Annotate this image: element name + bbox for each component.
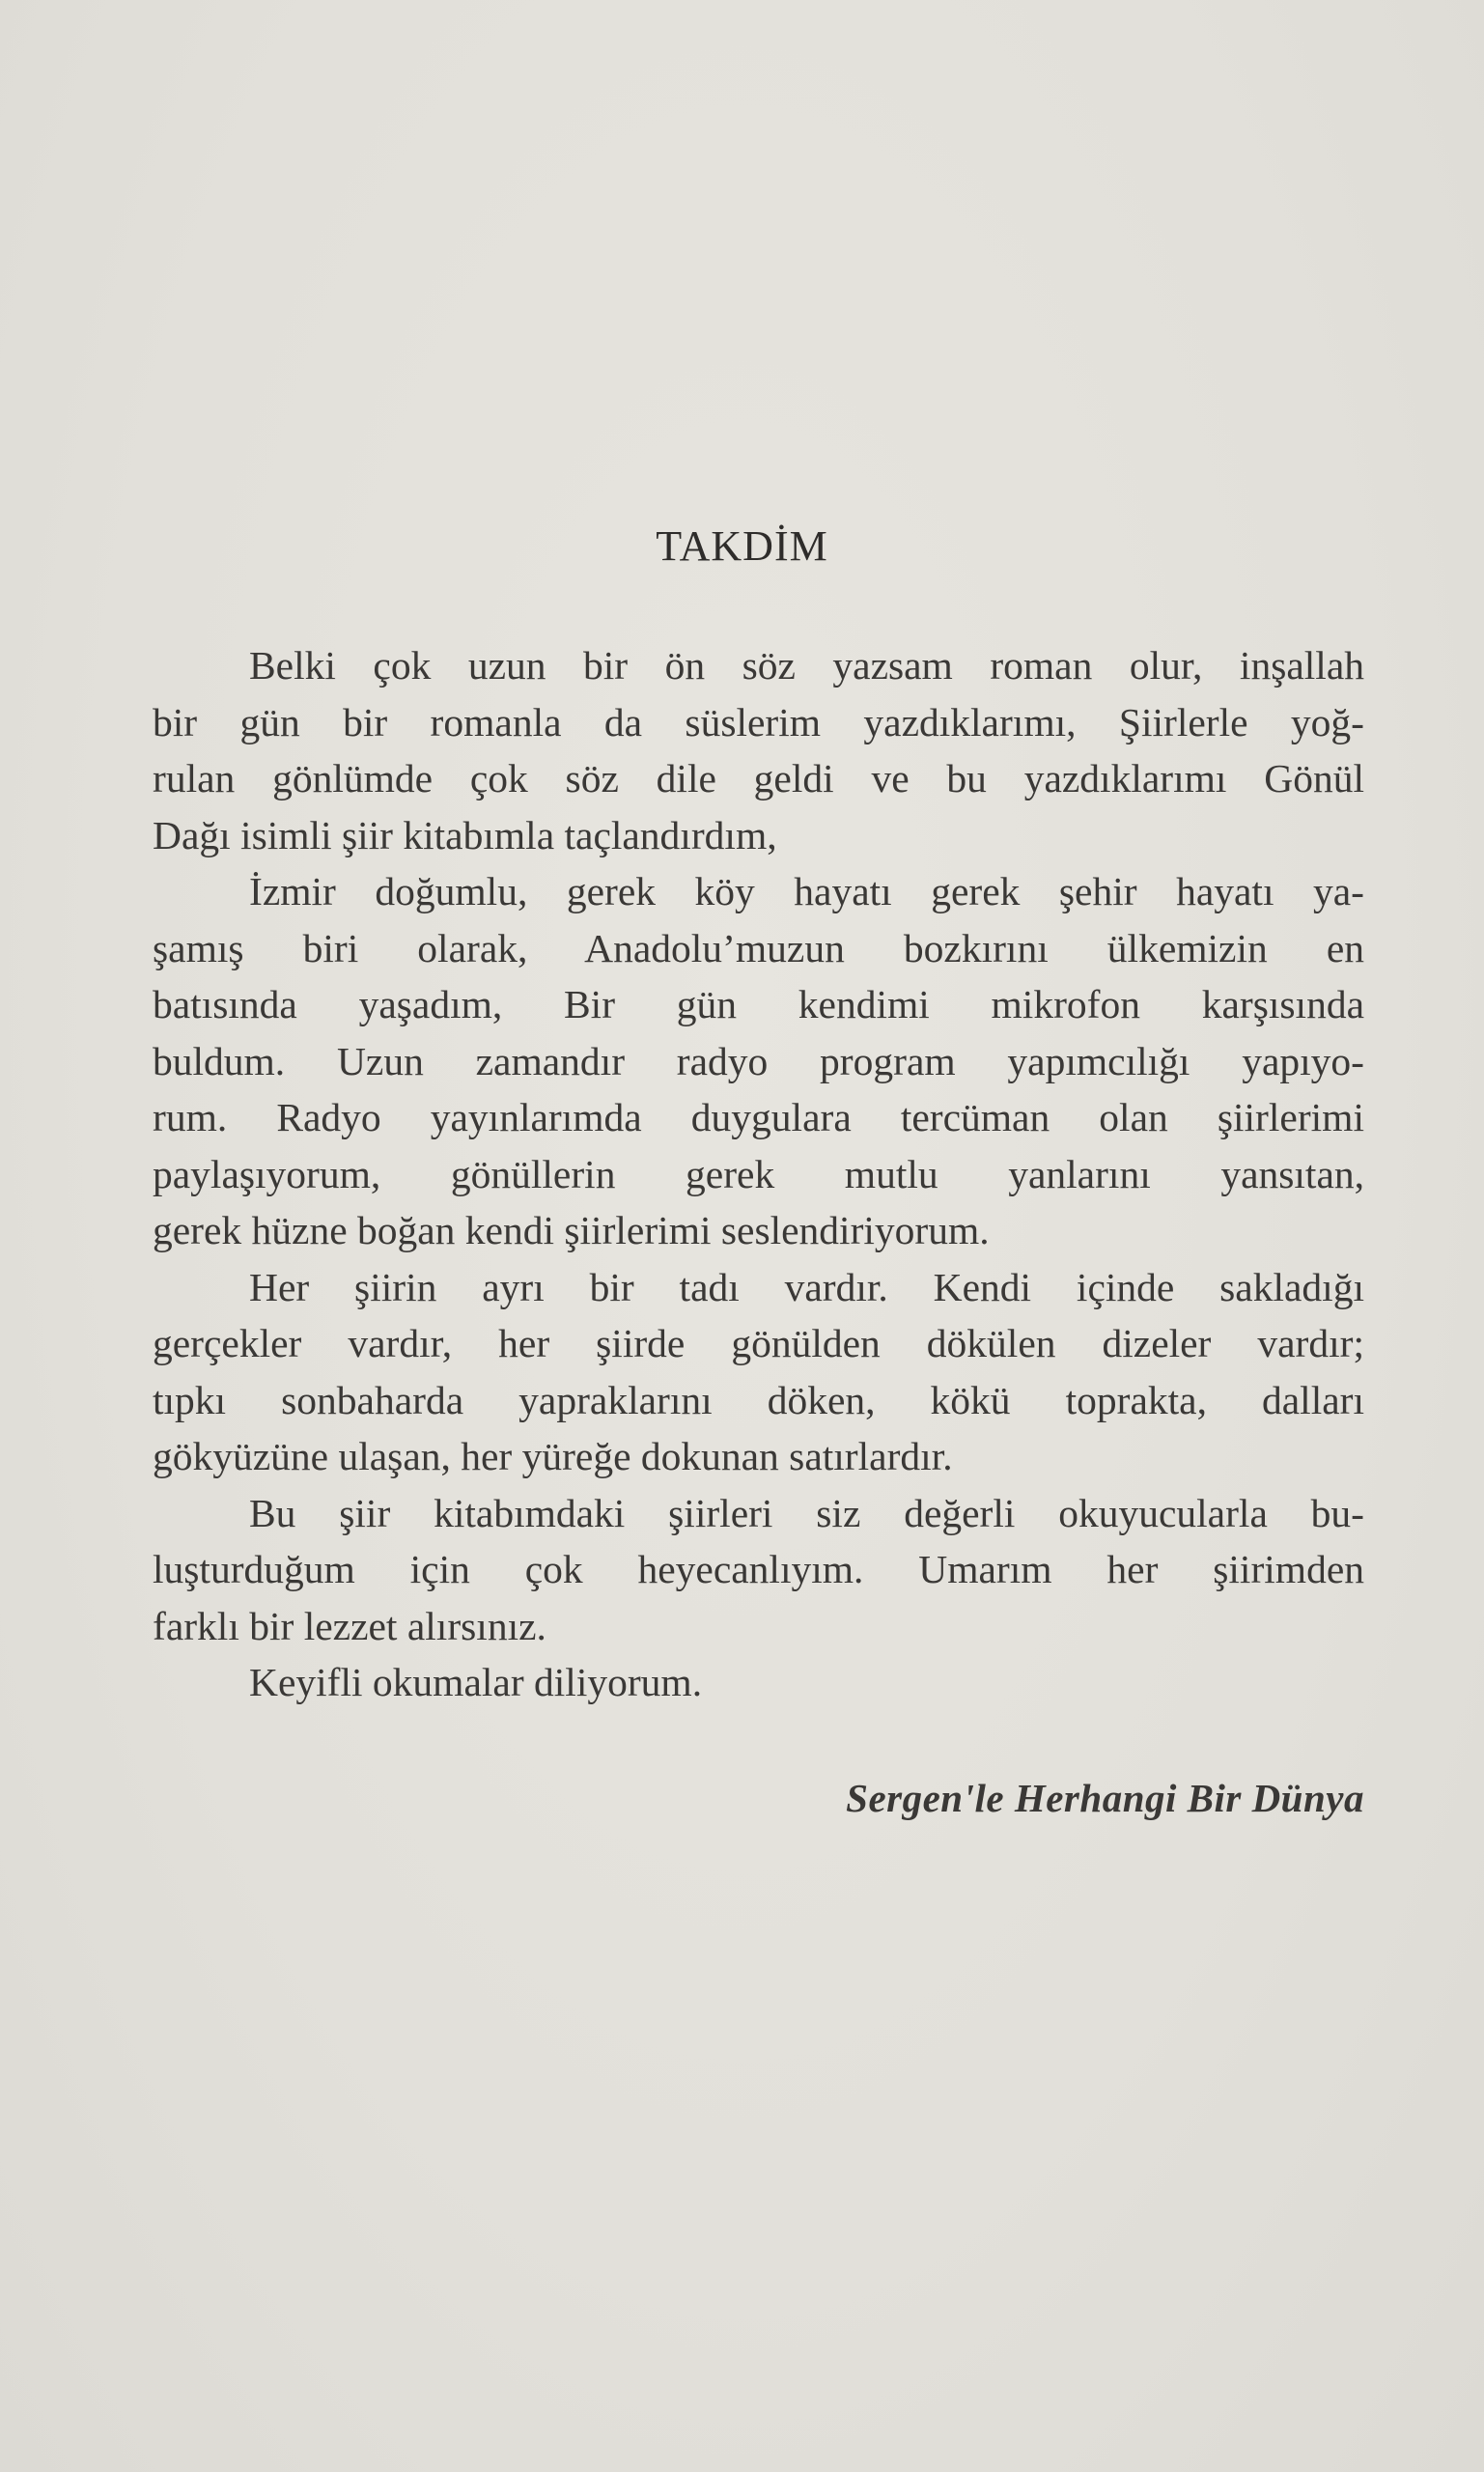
text-line: paylaşıyorum, gönüllerin gerek mutlu yanlarını yansıtan, [153,1151,1364,1196]
text-line: luşturduğum için çok heyecanlıyım. Umarım her şiirimden [153,1547,1364,1591]
text-line: şamış biri olarak, Anadolu’muzun bozkırını ülkemizin en [153,925,1364,970]
text-line: bir gün bir romanla da süslerim yazdıklarımı, Şiirlerle yoğ- [153,699,1364,744]
text-line: buldum. Uzun zamandır radyo program yapımcılığı yapıyo- [153,1038,1364,1083]
text-line: Belki çok uzun bir ön söz yazsam roman olur, inşallah [249,643,1364,688]
text-line: gerçekler vardır, her şiirde gönülden dökülen dizeler vardır; [153,1321,1364,1365]
text-line: Dağı isimli şiir kitabımla taçlandırdım, [153,812,777,857]
signature: Sergen'le Herhangi Bir Dünya [846,1776,1364,1820]
text-line: rum. Radyo yayınlarımda duygulara tercüman olan şiirlerimi [153,1095,1364,1139]
text-line: rulan gönlümde çok söz dile geldi ve bu yazdıklarımı Gönül [153,756,1364,801]
foreword-body [153,637,1364,1711]
text-line: İzmir doğumlu, gerek köy hayatı gerek şehir hayatı ya- [249,869,1364,913]
text-line: gerek hüzne boğan kendi şiirlerimi seslendiriyorum. [153,1208,990,1252]
text-line: Keyifli okumalar diliyorum. [249,1660,703,1704]
text-line: Bu şiir kitabımdaki şiirleri siz değerli okuyucularla bu- [249,1490,1364,1535]
text-line: batısında yaşadım, Bir gün kendimi mikrofon karşısında [153,982,1364,1026]
text-line: gökyüzüne ulaşan, her yüreğe dokunan satırlardır. [153,1434,953,1478]
page-title: TAKDİM [656,522,828,570]
text-line: tıpkı sonbaharda yapraklarını döken, kökü toprakta, dalları [153,1377,1364,1422]
text-line: farklı bir lezzet alırsınız. [153,1603,546,1648]
text-line: Her şiirin ayrı bir tadı vardır. Kendi içinde sakladığı [249,1264,1364,1309]
